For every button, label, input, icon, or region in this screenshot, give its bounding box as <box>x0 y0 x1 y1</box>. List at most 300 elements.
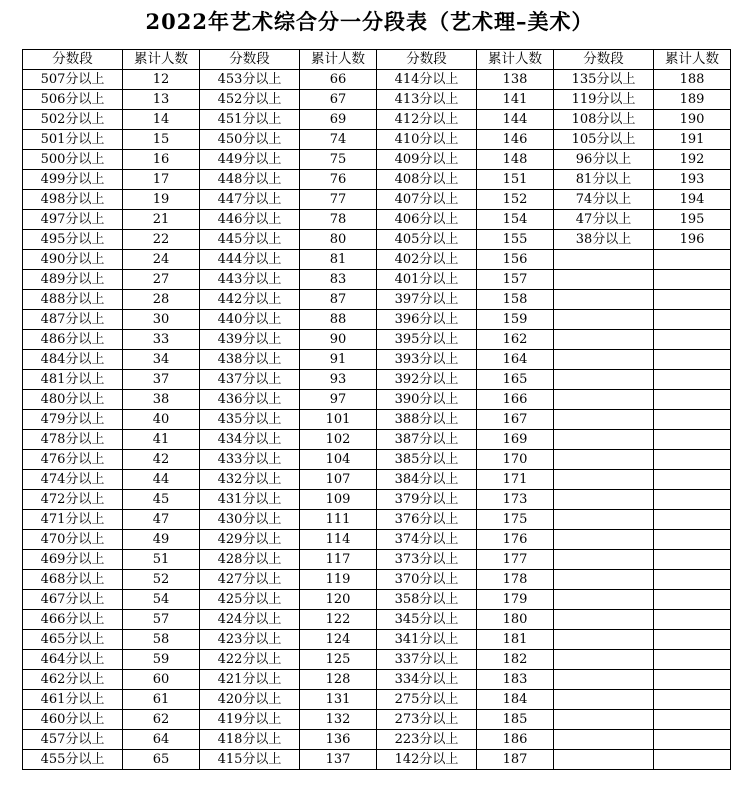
cumulative-count-cell: 176 <box>477 530 554 550</box>
score-range-cell: 387分以上 <box>377 430 477 450</box>
cumulative-count-cell: 42 <box>123 450 200 470</box>
score-range-cell <box>554 410 654 430</box>
score-range-cell: 442分以上 <box>200 290 300 310</box>
score-range-cell: 433分以上 <box>200 450 300 470</box>
score-range-cell: 412分以上 <box>377 110 477 130</box>
score-range-cell: 481分以上 <box>23 370 123 390</box>
cumulative-count-cell: 177 <box>477 550 554 570</box>
score-range-cell: 337分以上 <box>377 650 477 670</box>
cumulative-count-cell: 189 <box>654 90 731 110</box>
score-range-cell: 467分以上 <box>23 590 123 610</box>
score-range-cell <box>554 290 654 310</box>
cumulative-count-cell: 66 <box>300 70 377 90</box>
score-range-cell: 447分以上 <box>200 190 300 210</box>
cumulative-count-cell: 146 <box>477 130 554 150</box>
score-range-cell: 453分以上 <box>200 70 300 90</box>
cumulative-count-cell <box>654 330 731 350</box>
cumulative-count-cell: 104 <box>300 450 377 470</box>
cumulative-count-cell: 109 <box>300 490 377 510</box>
table-row <box>23 110 731 130</box>
score-range-cell: 446分以上 <box>200 210 300 230</box>
score-range-cell: 401分以上 <box>377 270 477 290</box>
table-row <box>23 130 731 150</box>
score-range-cell: 464分以上 <box>23 650 123 670</box>
score-range-cell: 74分以上 <box>554 190 654 210</box>
score-range-cell: 405分以上 <box>377 230 477 250</box>
score-range-cell <box>554 570 654 590</box>
score-range-cell: 408分以上 <box>377 170 477 190</box>
score-range-cell: 376分以上 <box>377 510 477 530</box>
cumulative-count-cell <box>654 650 731 670</box>
cumulative-count-cell: 102 <box>300 430 377 450</box>
score-range-cell: 423分以上 <box>200 630 300 650</box>
cumulative-count-cell: 185 <box>477 710 554 730</box>
table-row <box>23 270 731 290</box>
cumulative-count-cell: 131 <box>300 690 377 710</box>
cumulative-count-cell <box>654 750 731 770</box>
table-row <box>23 530 731 550</box>
score-range-cell: 358分以上 <box>377 590 477 610</box>
score-range-cell <box>554 590 654 610</box>
score-range-cell: 341分以上 <box>377 630 477 650</box>
score-range-cell: 488分以上 <box>23 290 123 310</box>
cumulative-count-cell: 65 <box>123 750 200 770</box>
score-range-cell: 393分以上 <box>377 350 477 370</box>
cumulative-count-cell: 182 <box>477 650 554 670</box>
score-table <box>22 49 731 770</box>
score-range-cell: 501分以上 <box>23 130 123 150</box>
cumulative-count-cell <box>654 370 731 390</box>
score-range-cell <box>554 730 654 750</box>
score-range-cell: 468分以上 <box>23 570 123 590</box>
score-range-cell: 388分以上 <box>377 410 477 430</box>
cumulative-count-cell: 170 <box>477 450 554 470</box>
score-range-cell <box>554 310 654 330</box>
cumulative-count-cell <box>654 270 731 290</box>
score-range-cell <box>554 630 654 650</box>
table-header-row <box>23 50 731 70</box>
score-range-cell: 476分以上 <box>23 450 123 470</box>
score-range-cell: 444分以上 <box>200 250 300 270</box>
cumulative-count-cell: 184 <box>477 690 554 710</box>
cumulative-count-cell <box>654 630 731 650</box>
cumulative-count-cell <box>654 570 731 590</box>
table-row <box>23 250 731 270</box>
score-range-cell: 38分以上 <box>554 230 654 250</box>
score-range-cell: 450分以上 <box>200 130 300 150</box>
cumulative-count-cell: 61 <box>123 690 200 710</box>
cumulative-count-cell: 76 <box>300 170 377 190</box>
table-row <box>23 170 731 190</box>
cumulative-count-cell: 158 <box>477 290 554 310</box>
score-range-cell: 119分以上 <box>554 90 654 110</box>
cumulative-count-cell: 28 <box>123 290 200 310</box>
score-range-cell: 422分以上 <box>200 650 300 670</box>
score-range-cell: 497分以上 <box>23 210 123 230</box>
cumulative-count-cell: 52 <box>123 570 200 590</box>
table-row <box>23 590 731 610</box>
score-range-cell: 135分以上 <box>554 70 654 90</box>
score-range-cell: 445分以上 <box>200 230 300 250</box>
cumulative-count-cell: 193 <box>654 170 731 190</box>
cumulative-count-cell: 93 <box>300 370 377 390</box>
cumulative-count-cell: 195 <box>654 210 731 230</box>
table-row <box>23 190 731 210</box>
score-range-cell <box>554 690 654 710</box>
cumulative-count-cell: 75 <box>300 150 377 170</box>
cumulative-count-cell: 120 <box>300 590 377 610</box>
score-range-cell: 425分以上 <box>200 590 300 610</box>
score-range-cell <box>554 430 654 450</box>
cumulative-count-cell: 19 <box>123 190 200 210</box>
score-range-cell: 472分以上 <box>23 490 123 510</box>
score-range-cell: 96分以上 <box>554 150 654 170</box>
score-range-cell: 451分以上 <box>200 110 300 130</box>
cumulative-count-cell: 21 <box>123 210 200 230</box>
cumulative-count-cell: 13 <box>123 90 200 110</box>
table-row <box>23 470 731 490</box>
cumulative-count-cell: 24 <box>123 250 200 270</box>
cumulative-count-cell: 192 <box>654 150 731 170</box>
table-row <box>23 410 731 430</box>
score-range-cell <box>554 390 654 410</box>
cumulative-count-cell <box>654 470 731 490</box>
cumulative-count-cell: 178 <box>477 570 554 590</box>
cumulative-count-cell: 101 <box>300 410 377 430</box>
score-range-cell: 406分以上 <box>377 210 477 230</box>
score-range-cell: 448分以上 <box>200 170 300 190</box>
cumulative-count-cell <box>654 250 731 270</box>
score-range-cell: 395分以上 <box>377 330 477 350</box>
cumulative-count-cell <box>654 690 731 710</box>
cumulative-count-cell <box>654 350 731 370</box>
score-range-cell: 345分以上 <box>377 610 477 630</box>
cumulative-count-cell: 30 <box>123 310 200 330</box>
score-range-cell: 465分以上 <box>23 630 123 650</box>
cumulative-count-cell: 34 <box>123 350 200 370</box>
score-range-cell: 438分以上 <box>200 350 300 370</box>
score-range-cell <box>554 710 654 730</box>
cumulative-count-cell: 15 <box>123 130 200 150</box>
score-range-cell: 415分以上 <box>200 750 300 770</box>
cumulative-count-cell: 40 <box>123 410 200 430</box>
cumulative-count-cell: 62 <box>123 710 200 730</box>
cumulative-count-cell: 81 <box>300 250 377 270</box>
table-row <box>23 350 731 370</box>
cumulative-count-cell: 169 <box>477 430 554 450</box>
header-score-range-2: 分数段 <box>200 50 300 70</box>
score-range-cell: 471分以上 <box>23 510 123 530</box>
cumulative-count-cell: 162 <box>477 330 554 350</box>
table-row <box>23 630 731 650</box>
cumulative-count-cell <box>654 450 731 470</box>
cumulative-count-cell: 117 <box>300 550 377 570</box>
score-range-cell: 223分以上 <box>377 730 477 750</box>
cumulative-count-cell: 154 <box>477 210 554 230</box>
score-range-cell: 430分以上 <box>200 510 300 530</box>
cumulative-count-cell <box>654 730 731 750</box>
cumulative-count-cell: 119 <box>300 570 377 590</box>
cumulative-count-cell: 67 <box>300 90 377 110</box>
table-row <box>23 290 731 310</box>
score-range-cell: 429分以上 <box>200 530 300 550</box>
cumulative-count-cell: 125 <box>300 650 377 670</box>
table-row <box>23 150 731 170</box>
cumulative-count-cell: 122 <box>300 610 377 630</box>
cumulative-count-cell: 144 <box>477 110 554 130</box>
cumulative-count-cell: 167 <box>477 410 554 430</box>
score-range-cell: 460分以上 <box>23 710 123 730</box>
cumulative-count-cell: 173 <box>477 490 554 510</box>
score-range-cell: 418分以上 <box>200 730 300 750</box>
cumulative-count-cell: 132 <box>300 710 377 730</box>
score-range-cell: 108分以上 <box>554 110 654 130</box>
score-range-cell: 421分以上 <box>200 670 300 690</box>
cumulative-count-cell: 166 <box>477 390 554 410</box>
score-range-cell: 479分以上 <box>23 410 123 430</box>
cumulative-count-cell: 58 <box>123 630 200 650</box>
cumulative-count-cell: 107 <box>300 470 377 490</box>
cumulative-count-cell: 156 <box>477 250 554 270</box>
score-range-cell: 431分以上 <box>200 490 300 510</box>
score-range-cell: 396分以上 <box>377 310 477 330</box>
cumulative-count-cell: 196 <box>654 230 731 250</box>
cumulative-count-cell: 165 <box>477 370 554 390</box>
score-range-cell: 275分以上 <box>377 690 477 710</box>
header-cumulative-count-3: 累计人数 <box>477 50 554 70</box>
score-range-cell: 478分以上 <box>23 430 123 450</box>
score-range-cell: 484分以上 <box>23 350 123 370</box>
cumulative-count-cell <box>654 530 731 550</box>
score-range-cell: 385分以上 <box>377 450 477 470</box>
cumulative-count-cell: 37 <box>123 370 200 390</box>
cumulative-count-cell: 114 <box>300 530 377 550</box>
cumulative-count-cell: 69 <box>300 110 377 130</box>
cumulative-count-cell: 87 <box>300 290 377 310</box>
cumulative-count-cell: 164 <box>477 350 554 370</box>
score-range-cell: 449分以上 <box>200 150 300 170</box>
score-range-cell: 480分以上 <box>23 390 123 410</box>
score-range-cell: 273分以上 <box>377 710 477 730</box>
cumulative-count-cell: 188 <box>654 70 731 90</box>
score-range-cell: 374分以上 <box>377 530 477 550</box>
table-row <box>23 670 731 690</box>
cumulative-count-cell: 138 <box>477 70 554 90</box>
score-range-cell: 461分以上 <box>23 690 123 710</box>
cumulative-count-cell: 49 <box>123 530 200 550</box>
table-row <box>23 330 731 350</box>
score-range-cell: 455分以上 <box>23 750 123 770</box>
score-range-cell: 495分以上 <box>23 230 123 250</box>
cumulative-count-cell: 186 <box>477 730 554 750</box>
score-range-cell: 498分以上 <box>23 190 123 210</box>
score-range-cell: 370分以上 <box>377 570 477 590</box>
cumulative-count-cell: 179 <box>477 590 554 610</box>
cumulative-count-cell: 91 <box>300 350 377 370</box>
cumulative-count-cell: 151 <box>477 170 554 190</box>
cumulative-count-cell: 175 <box>477 510 554 530</box>
score-range-cell: 334分以上 <box>377 670 477 690</box>
table-row <box>23 370 731 390</box>
cumulative-count-cell: 80 <box>300 230 377 250</box>
score-range-cell: 428分以上 <box>200 550 300 570</box>
score-range-cell: 105分以上 <box>554 130 654 150</box>
score-range-cell <box>554 750 654 770</box>
table-row <box>23 610 731 630</box>
cumulative-count-cell: 14 <box>123 110 200 130</box>
cumulative-count-cell: 60 <box>123 670 200 690</box>
table-row <box>23 210 731 230</box>
table-row <box>23 70 731 90</box>
score-range-cell: 437分以上 <box>200 370 300 390</box>
cumulative-count-cell: 33 <box>123 330 200 350</box>
header-score-range-3: 分数段 <box>377 50 477 70</box>
score-range-cell: 490分以上 <box>23 250 123 270</box>
table-row <box>23 570 731 590</box>
cumulative-count-cell <box>654 490 731 510</box>
header-score-range-1: 分数段 <box>23 50 123 70</box>
cumulative-count-cell: 191 <box>654 130 731 150</box>
table-row <box>23 650 731 670</box>
score-range-cell: 500分以上 <box>23 150 123 170</box>
cumulative-count-cell: 54 <box>123 590 200 610</box>
score-range-cell <box>554 450 654 470</box>
cumulative-count-cell: 152 <box>477 190 554 210</box>
cumulative-count-cell: 45 <box>123 490 200 510</box>
cumulative-count-cell: 159 <box>477 310 554 330</box>
cumulative-count-cell: 148 <box>477 150 554 170</box>
cumulative-count-cell: 190 <box>654 110 731 130</box>
cumulative-count-cell: 44 <box>123 470 200 490</box>
cumulative-count-cell: 59 <box>123 650 200 670</box>
cumulative-count-cell: 17 <box>123 170 200 190</box>
score-range-cell <box>554 550 654 570</box>
cumulative-count-cell: 57 <box>123 610 200 630</box>
score-range-cell: 427分以上 <box>200 570 300 590</box>
cumulative-count-cell <box>654 510 731 530</box>
cumulative-count-cell <box>654 670 731 690</box>
table-row <box>23 550 731 570</box>
page-title: 2022年艺术综合分一分段表（艺术理–美术） <box>145 9 594 34</box>
score-range-cell: 47分以上 <box>554 210 654 230</box>
table-row <box>23 710 731 730</box>
cumulative-count-cell <box>654 710 731 730</box>
table-row <box>23 490 731 510</box>
score-range-cell: 373分以上 <box>377 550 477 570</box>
score-range-cell: 487分以上 <box>23 310 123 330</box>
score-range-cell: 410分以上 <box>377 130 477 150</box>
score-range-cell: 457分以上 <box>23 730 123 750</box>
score-range-cell: 420分以上 <box>200 690 300 710</box>
cumulative-count-cell: 183 <box>477 670 554 690</box>
score-range-cell: 424分以上 <box>200 610 300 630</box>
table-body <box>23 70 731 770</box>
cumulative-count-cell: 47 <box>123 510 200 530</box>
score-range-cell: 489分以上 <box>23 270 123 290</box>
table-row <box>23 430 731 450</box>
cumulative-count-cell: 136 <box>300 730 377 750</box>
cumulative-count-cell: 51 <box>123 550 200 570</box>
cumulative-count-cell: 128 <box>300 670 377 690</box>
cumulative-count-cell: 171 <box>477 470 554 490</box>
header-score-range-4: 分数段 <box>554 50 654 70</box>
cumulative-count-cell <box>654 310 731 330</box>
score-range-cell: 402分以上 <box>377 250 477 270</box>
table-row <box>23 750 731 770</box>
cumulative-count-cell: 194 <box>654 190 731 210</box>
cumulative-count-cell <box>654 610 731 630</box>
score-range-cell: 384分以上 <box>377 470 477 490</box>
score-range-cell: 390分以上 <box>377 390 477 410</box>
score-range-cell <box>554 270 654 290</box>
score-range-cell <box>554 350 654 370</box>
score-range-cell: 142分以上 <box>377 750 477 770</box>
table-row <box>23 450 731 470</box>
cumulative-count-cell: 97 <box>300 390 377 410</box>
score-range-cell: 469分以上 <box>23 550 123 570</box>
cumulative-count-cell: 181 <box>477 630 554 650</box>
score-range-cell: 443分以上 <box>200 270 300 290</box>
cumulative-count-cell <box>654 550 731 570</box>
cumulative-count-cell: 16 <box>123 150 200 170</box>
cumulative-count-cell <box>654 390 731 410</box>
score-range-cell: 434分以上 <box>200 430 300 450</box>
score-range-cell <box>554 370 654 390</box>
cumulative-count-cell: 83 <box>300 270 377 290</box>
score-range-cell: 379分以上 <box>377 490 477 510</box>
cumulative-count-cell <box>654 410 731 430</box>
table-row <box>23 310 731 330</box>
score-range-cell: 407分以上 <box>377 190 477 210</box>
score-range-cell: 474分以上 <box>23 470 123 490</box>
cumulative-count-cell: 27 <box>123 270 200 290</box>
score-range-cell: 81分以上 <box>554 170 654 190</box>
cumulative-count-cell: 180 <box>477 610 554 630</box>
header-cumulative-count-4: 累计人数 <box>654 50 731 70</box>
score-range-cell: 413分以上 <box>377 90 477 110</box>
score-range-cell: 435分以上 <box>200 410 300 430</box>
cumulative-count-cell <box>654 430 731 450</box>
score-range-cell: 439分以上 <box>200 330 300 350</box>
score-range-cell: 392分以上 <box>377 370 477 390</box>
score-range-cell: 502分以上 <box>23 110 123 130</box>
header-cumulative-count-2: 累计人数 <box>300 50 377 70</box>
score-range-cell: 462分以上 <box>23 670 123 690</box>
cumulative-count-cell <box>654 290 731 310</box>
cumulative-count-cell: 141 <box>477 90 554 110</box>
cumulative-count-cell: 124 <box>300 630 377 650</box>
cumulative-count-cell: 187 <box>477 750 554 770</box>
cumulative-count-cell: 38 <box>123 390 200 410</box>
score-range-cell <box>554 490 654 510</box>
cumulative-count-cell: 90 <box>300 330 377 350</box>
cumulative-count-cell: 88 <box>300 310 377 330</box>
table-row <box>23 690 731 710</box>
score-range-cell: 409分以上 <box>377 150 477 170</box>
score-range-cell: 432分以上 <box>200 470 300 490</box>
cumulative-count-cell: 22 <box>123 230 200 250</box>
score-range-cell <box>554 650 654 670</box>
cumulative-count-cell: 64 <box>123 730 200 750</box>
score-range-cell: 466分以上 <box>23 610 123 630</box>
table-row <box>23 510 731 530</box>
score-range-cell <box>554 330 654 350</box>
score-range-cell <box>554 510 654 530</box>
score-range-cell: 419分以上 <box>200 710 300 730</box>
cumulative-count-cell: 155 <box>477 230 554 250</box>
score-range-cell <box>554 470 654 490</box>
cumulative-count-cell <box>654 590 731 610</box>
